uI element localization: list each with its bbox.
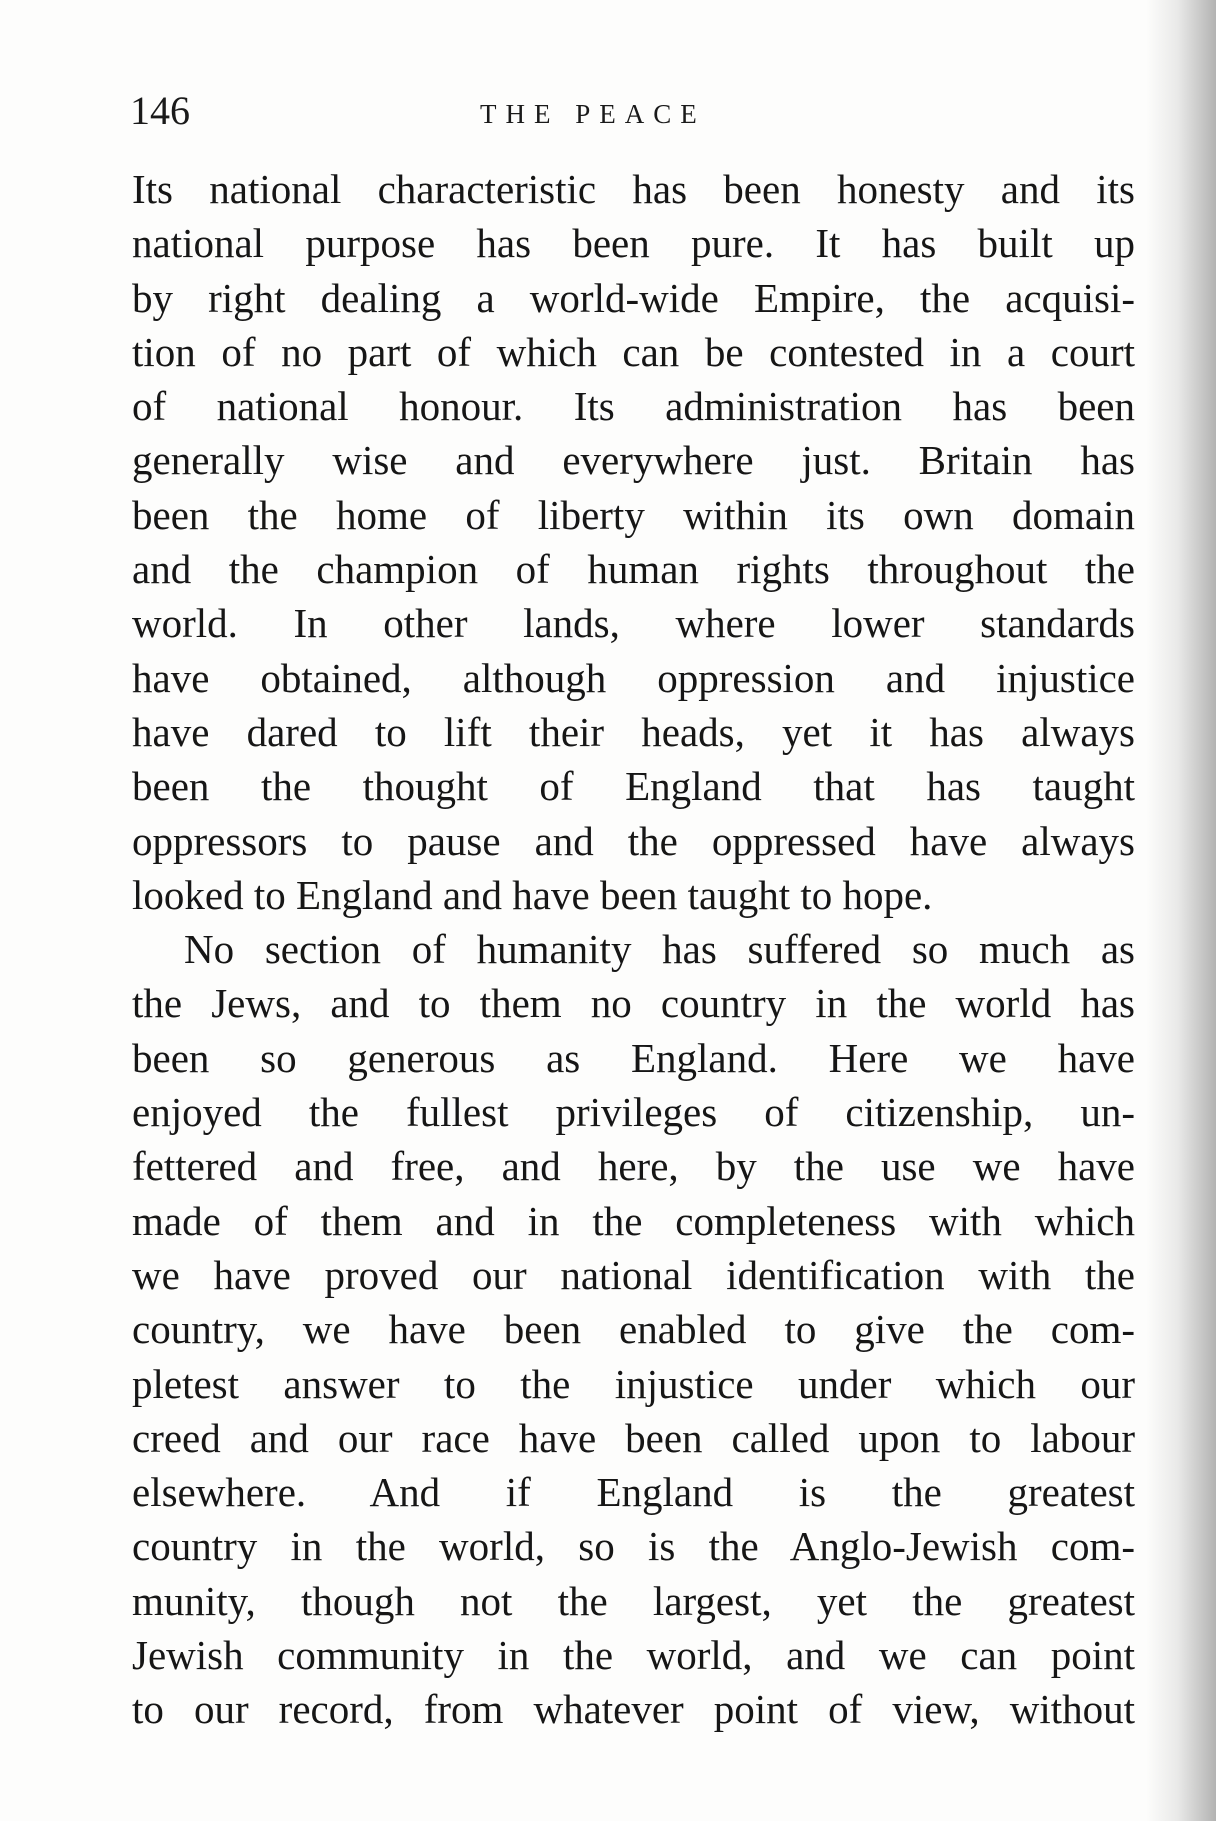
text-line: been the thought of England that has taught — [132, 763, 1135, 810]
text-line: generally wise and everywhere just. Britain has — [132, 437, 1135, 484]
text-line: the Jews, and to them no country in the world has — [132, 980, 1135, 1027]
text-line: national purpose has been pure. It has built up — [132, 220, 1135, 267]
body-text — [132, 162, 1135, 1737]
text-line: enjoyed the fullest privileges of citizenship, un- — [132, 1089, 1135, 1136]
text-line: oppressors to pause and the oppressed have always — [132, 817, 1135, 864]
text-line: to our record, from whatever point of view, without — [132, 1686, 1135, 1733]
text-line: and the champion of human rights throughout the — [132, 546, 1135, 593]
page-number: 146 — [130, 88, 190, 133]
text-line: pletest answer to the injustice under which our — [132, 1360, 1135, 1407]
text-line: have obtained, although oppression and injustice — [132, 654, 1135, 701]
text-line: made of them and in the completeness with which — [132, 1197, 1135, 1244]
text-line: by right dealing a world-wide Empire, the acquisi- — [132, 274, 1135, 321]
text-line: munity, though not the largest, yet the greatest — [132, 1577, 1135, 1624]
text-line: Jewish community in the world, and we can point — [132, 1632, 1135, 1679]
running-title: THE PEACE — [480, 99, 706, 129]
page-edge-shadow — [1146, 0, 1216, 1821]
text-line: country, we have been enabled to give the com- — [132, 1306, 1135, 1353]
text-line: fettered and free, and here, by the use we have — [132, 1143, 1135, 1190]
text-line: we have proved our national identification with the — [132, 1251, 1135, 1298]
text-line: elsewhere. And if England is the greatest — [132, 1469, 1135, 1516]
text-line: been the home of liberty within its own domain — [132, 491, 1135, 538]
text-line: of national honour. Its administration has been — [132, 383, 1135, 430]
text-line: have dared to lift their heads, yet it has always — [132, 708, 1135, 755]
text-line: world. In other lands, where lower standards — [132, 600, 1135, 647]
text-line: Its national characteristic has been honesty and its — [132, 166, 1135, 212]
paragraph-end-line: looked to England and have been taught to hope. — [132, 871, 933, 918]
text-line: tion of no part of which can be contested in a court — [132, 328, 1135, 375]
text-line: country in the world, so is the Anglo-Jewish com- — [132, 1523, 1135, 1570]
running-head — [130, 88, 1135, 138]
text-line: been so generous as England. Here we have — [132, 1034, 1135, 1081]
paragraph-start-line: No section of humanity has suffered so much as — [184, 926, 1135, 973]
text-line: creed and our race have been called upon to labour — [132, 1414, 1135, 1461]
